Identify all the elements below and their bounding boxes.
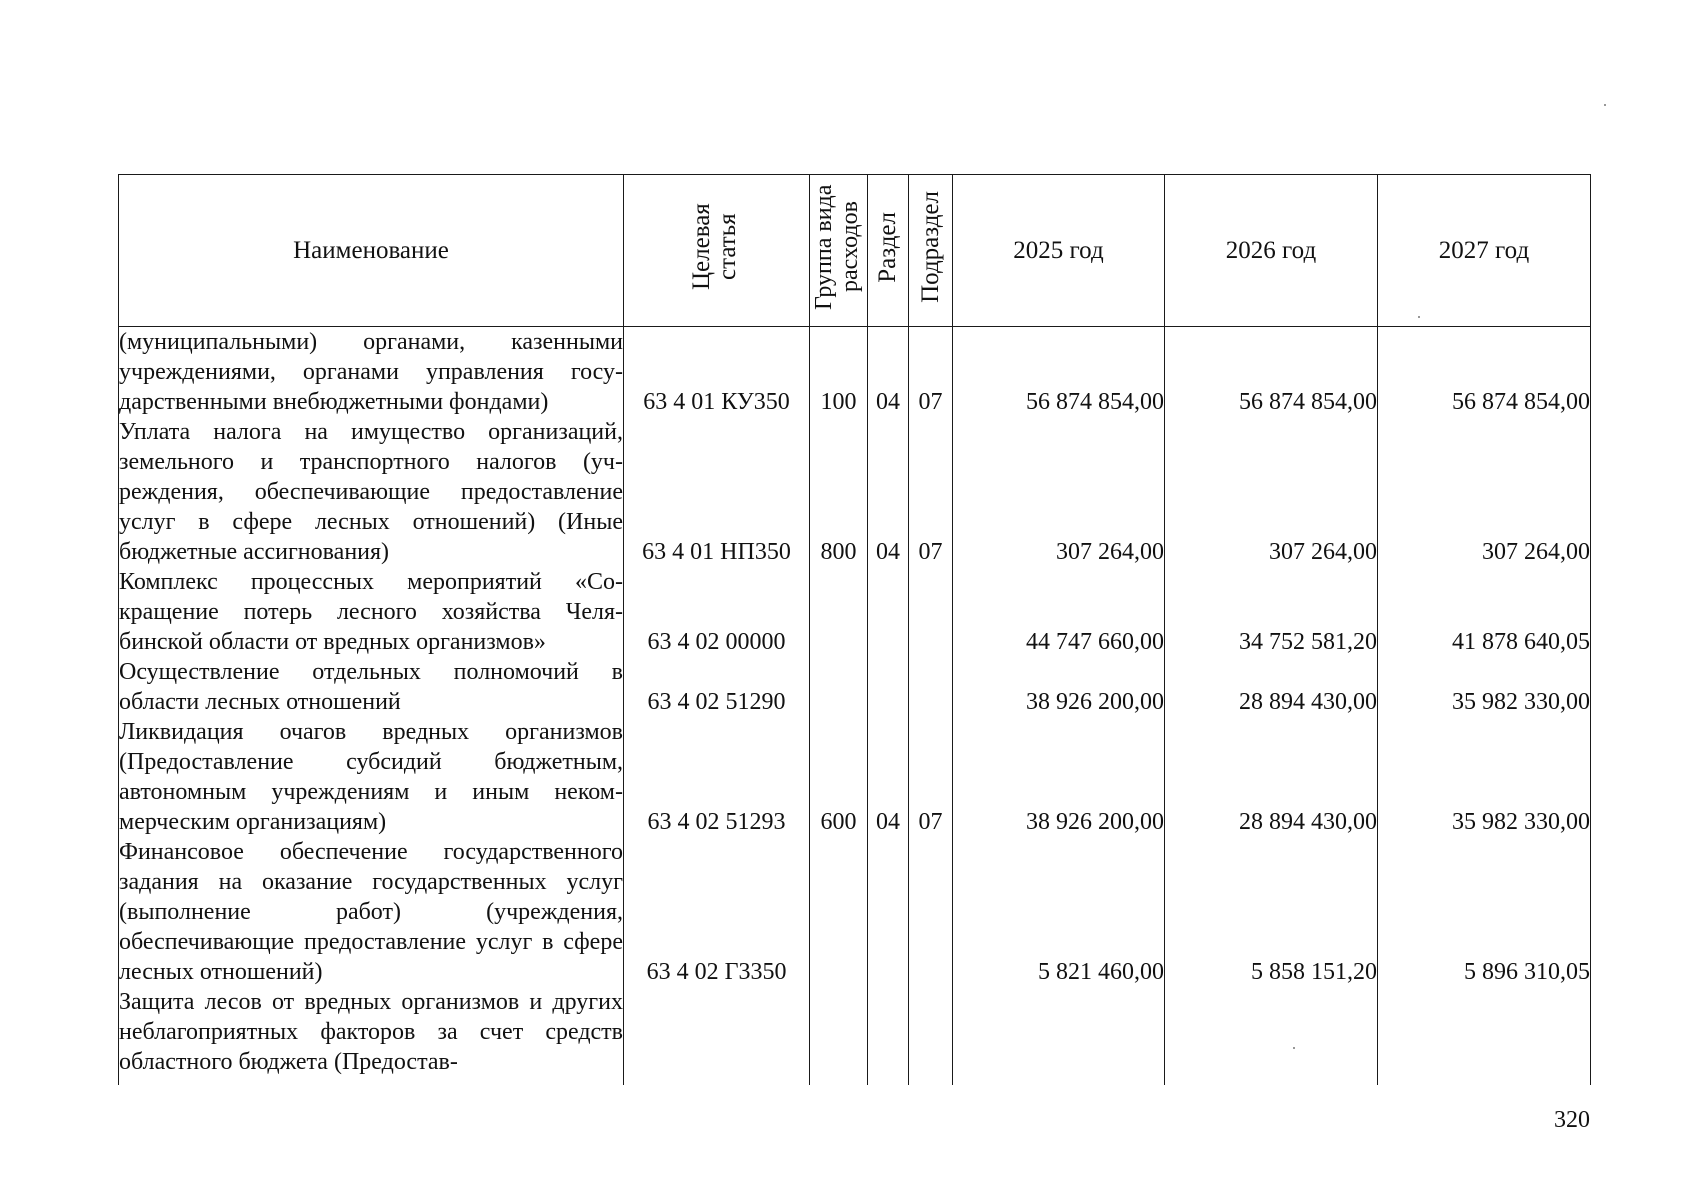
- row-section: [868, 837, 909, 987]
- row-name: (муниципальными) органами, казенными учреждениями, органами управления государственными внебюджетными фондами): [119, 327, 624, 418]
- row-amount-2027: 307 264,00: [1378, 417, 1591, 567]
- row-expense-group: 800: [810, 417, 868, 567]
- row-subsection: [909, 837, 953, 987]
- row-name: Ликвидация очагов вредных организмов (Предоставление субсидий бюджетным, автономным учреждениям и иным некоммерческим организациям): [119, 719, 623, 835]
- row-section: 04: [868, 717, 909, 837]
- page-number: 320: [1554, 1107, 1590, 1133]
- row-section: [868, 657, 909, 717]
- row-amount-2025: 38 926 200,00: [953, 717, 1165, 837]
- row-target-article: 63 4 02 00000: [624, 567, 810, 657]
- row-subsection: 07: [909, 327, 953, 418]
- row-amount-2027: 5 896 310,05: [1378, 837, 1591, 987]
- table-row: [119, 657, 1591, 717]
- row-expense-group: 100: [810, 327, 868, 418]
- scan-speck: [1293, 1047, 1295, 1049]
- table-row: [119, 567, 1591, 657]
- row-name: Комплекс процессных мероприятий «Сокращение потерь лесного хозяйства Челябинской области от вредных организмов»: [119, 569, 623, 655]
- row-amount-2027: 56 874 854,00: [1378, 327, 1591, 418]
- row-subsection: 07: [909, 417, 953, 567]
- header-name: Наименование: [119, 175, 624, 327]
- row-section: 04: [868, 327, 909, 418]
- scan-speck: [1604, 104, 1606, 106]
- header-subsection: Подраздел: [909, 175, 953, 327]
- row-name: Защита лесов от вредных организмов и других неблагоприятных факторов за счет средств областного бюджета (Предостав-: [119, 987, 624, 1085]
- scan-speck: [1418, 316, 1420, 318]
- row-amount-2027: [1378, 987, 1591, 1085]
- header-2025: 2025 год: [953, 175, 1165, 327]
- row-name: Финансовое обеспечение государственного задания на оказание государственных услуг (выполнение работ) (учреждения, обеспечивающие предоставление услуг в сфере лесных отношений): [119, 839, 623, 985]
- row-amount-2025: 307 264,00: [953, 417, 1165, 567]
- header-2026: 2026 год: [1165, 175, 1378, 327]
- table-row: [119, 717, 1591, 837]
- row-subsection: [909, 567, 953, 657]
- row-amount-2027: 41 878 640,05: [1378, 567, 1591, 657]
- row-amount-2026: 307 264,00: [1165, 417, 1378, 567]
- row-subsection: [909, 657, 953, 717]
- header-row: [119, 175, 1591, 327]
- row-expense-group: 600: [810, 717, 868, 837]
- row-subsection: [909, 987, 953, 1085]
- row-expense-group: [810, 987, 868, 1085]
- row-section: [868, 567, 909, 657]
- header-2027: 2027 год: [1378, 175, 1591, 327]
- row-amount-2026: [1165, 987, 1378, 1085]
- row-target-article: 63 4 02 51290: [624, 657, 810, 717]
- row-amount-2025: 56 874 854,00: [953, 327, 1165, 418]
- row-section: [868, 987, 909, 1085]
- table-row: [119, 417, 1591, 567]
- row-amount-2027: 35 982 330,00: [1378, 717, 1591, 837]
- row-amount-2025: 44 747 660,00: [953, 567, 1165, 657]
- row-section: 04: [868, 417, 909, 567]
- row-amount-2025: 5 821 460,00: [953, 837, 1165, 987]
- table-body: [119, 327, 1591, 1086]
- row-target-article: 63 4 01 КУ350: [624, 327, 810, 418]
- row-amount-2025: [953, 987, 1165, 1085]
- table-row: [119, 837, 1591, 987]
- table-header: [119, 175, 1591, 327]
- row-expense-group: [810, 567, 868, 657]
- row-target-article: 63 4 02 51293: [624, 717, 810, 837]
- row-target-article: 63 4 02 Г3350: [624, 837, 810, 987]
- row-amount-2025: 38 926 200,00: [953, 657, 1165, 717]
- row-target-article: [624, 987, 810, 1085]
- row-amount-2026: 5 858 151,20: [1165, 837, 1378, 987]
- row-name: Осуществление отдельных полномочий в области лесных отношений: [119, 659, 623, 715]
- budget-table: [118, 174, 1591, 1085]
- row-amount-2026: 28 894 430,00: [1165, 657, 1378, 717]
- table-row: [119, 327, 1591, 418]
- table-row: [119, 987, 1591, 1085]
- row-subsection: 07: [909, 717, 953, 837]
- row-amount-2026: 34 752 581,20: [1165, 567, 1378, 657]
- header-target-article: Целевая статья: [624, 175, 810, 327]
- row-amount-2027: 35 982 330,00: [1378, 657, 1591, 717]
- header-section: Раздел: [868, 175, 909, 327]
- row-expense-group: [810, 837, 868, 987]
- row-name: Уплата налога на имущество организаций, земельного и транспортного налогов (учреждения, обеспечивающие предоставление услуг в сфере лесных отношений) (Иные бюджетные ассигнования): [119, 419, 623, 565]
- row-expense-group: [810, 657, 868, 717]
- row-target-article: 63 4 01 НП350: [624, 417, 810, 567]
- header-expense-group: Группа вида расходов: [810, 175, 868, 327]
- row-amount-2026: 56 874 854,00: [1165, 327, 1378, 418]
- row-amount-2026: 28 894 430,00: [1165, 717, 1378, 837]
